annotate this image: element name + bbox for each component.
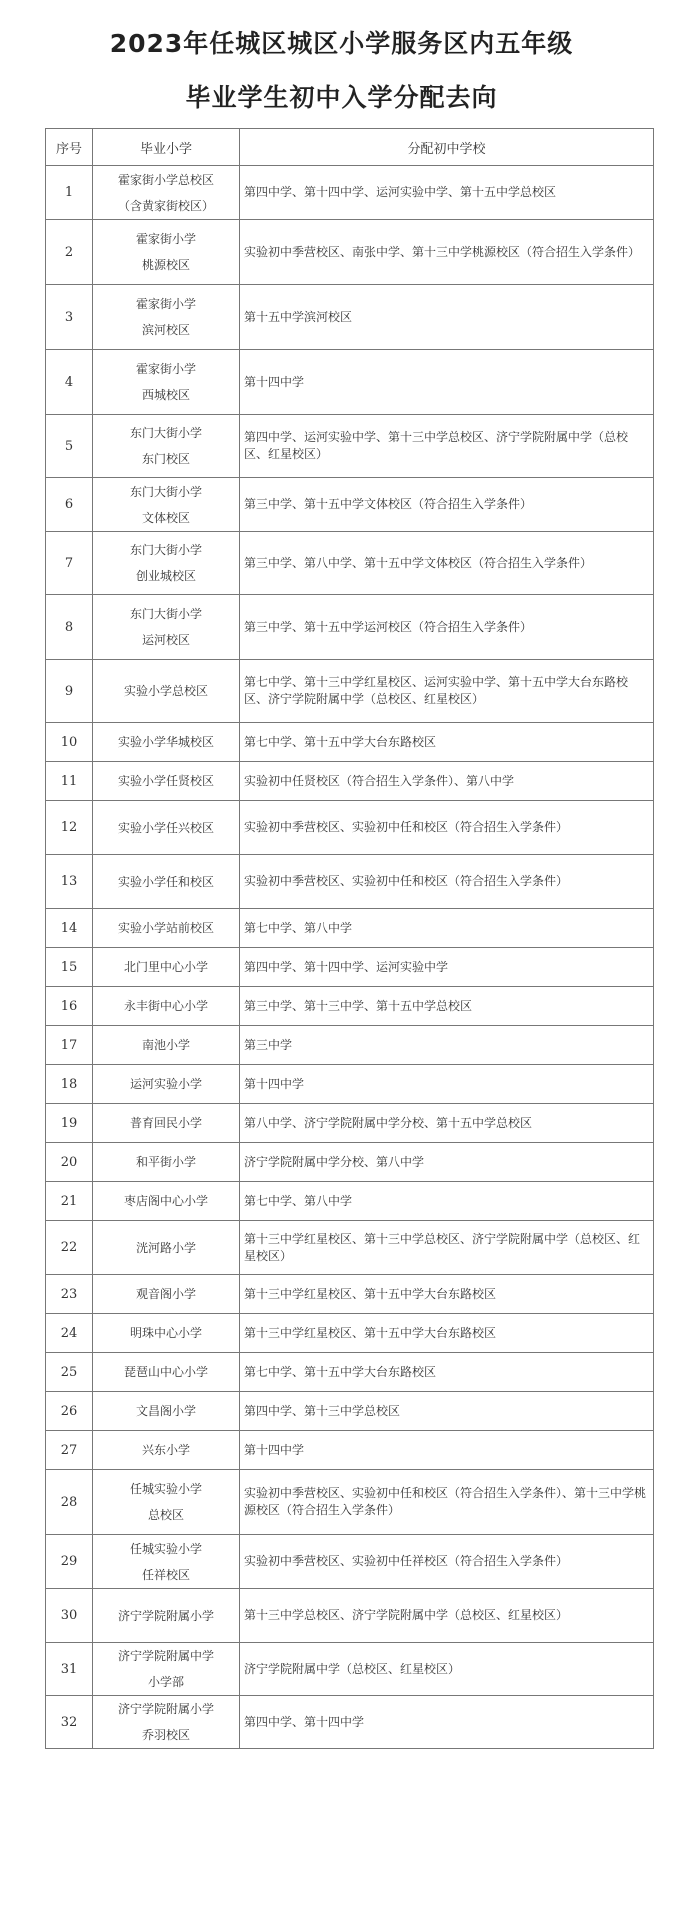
row-number: 10 <box>46 723 93 762</box>
table-row <box>46 1535 654 1589</box>
school-name-line: 文体校区 <box>141 510 190 525</box>
school-name-line: 东门大街小学 <box>129 607 202 621</box>
row-number: 17 <box>46 1026 93 1065</box>
row-number: 13 <box>46 855 93 909</box>
table-row <box>46 532 654 595</box>
table-row <box>46 1470 654 1535</box>
school-name-line: 滨河校区 <box>141 323 190 337</box>
school-name-line: 和平街小学 <box>135 1155 196 1169</box>
school-name-line: 任城实验小学 <box>129 1482 202 1496</box>
row-number: 24 <box>46 1314 93 1353</box>
school-cell <box>93 350 240 415</box>
school-name-line: 南池小学 <box>141 1038 190 1052</box>
allocation-cell: 实验初中任贤校区（符合招生入学条件）、第八中学 <box>240 762 654 801</box>
row-number: 27 <box>46 1431 93 1470</box>
allocation-cell: 第十三中学红星校区、第十五中学大台东路校区 <box>240 1314 654 1353</box>
school-name-line: 霍家街小学 <box>135 232 196 246</box>
row-number: 3 <box>46 285 93 350</box>
school-cell <box>93 1643 240 1696</box>
row-number: 8 <box>46 595 93 660</box>
school-name-line: 任祥校区 <box>141 1567 190 1582</box>
school-name-line: 乔羽校区 <box>141 1728 190 1742</box>
allocation-cell: 实验初中季营校区、南张中学、第十三中学桃源校区（符合招生入学条件） <box>240 220 654 285</box>
school-cell <box>93 1589 240 1643</box>
row-number: 32 <box>46 1696 93 1749</box>
table-row <box>46 909 654 948</box>
row-number: 14 <box>46 909 93 948</box>
school-cell <box>93 1026 240 1065</box>
allocation-cell: 济宁学院附属中学分校、第八中学 <box>240 1143 654 1182</box>
school-name-line: 东门校区 <box>141 452 190 466</box>
school-name-line: 济宁学院附属小学 <box>117 1608 214 1623</box>
table-row <box>46 1026 654 1065</box>
school-cell <box>93 660 240 723</box>
school-name-line: 运河校区 <box>141 633 190 647</box>
school-cell <box>93 478 240 532</box>
school-name-line: 北门里中心小学 <box>123 960 208 974</box>
school-cell <box>93 723 240 762</box>
row-number: 19 <box>46 1104 93 1143</box>
school-cell <box>93 1065 240 1104</box>
allocation-cell: 第七中学、第十五中学大台东路校区 <box>240 723 654 762</box>
table-row <box>46 987 654 1026</box>
allocation-cell: 第十五中学滨河校区 <box>240 285 654 350</box>
row-number: 22 <box>46 1221 93 1275</box>
school-cell <box>93 909 240 948</box>
page-title-line2: 毕业学生初中入学分配去向 <box>185 83 498 112</box>
allocation-cell: 第四中学、第十四中学、运河实验中学 <box>240 948 654 987</box>
school-cell <box>93 1275 240 1314</box>
allocation-cell: 第三中学、第八中学、第十五中学文体校区（符合招生入学条件） <box>240 532 654 595</box>
row-number: 1 <box>46 166 93 220</box>
school-name-line: 实验小学总校区 <box>123 684 208 698</box>
allocation-cell: 第三中学、第十三中学、第十五中学总校区 <box>240 987 654 1026</box>
row-number: 28 <box>46 1470 93 1535</box>
allocation-cell: 第七中学、第八中学 <box>240 1182 654 1221</box>
allocation-cell: 第七中学、第十三中学红星校区、运河实验中学、第十五中学大台东路校区、济宁学院附属中学（总校区、红星校区） <box>240 660 654 723</box>
school-name-line: 永丰街中心小学 <box>123 999 208 1013</box>
school-name-line: 小学部 <box>147 1675 184 1689</box>
school-name-line: 创业城校区 <box>135 569 196 583</box>
table-row <box>46 1392 654 1431</box>
school-cell <box>93 1143 240 1182</box>
school-name-line: 东门大街小学 <box>129 426 202 440</box>
allocation-cell: 实验初中季营校区、实验初中任和校区（符合招生入学条件） <box>240 855 654 909</box>
school-name-line: 霍家街小学 <box>135 297 196 311</box>
allocation-cell: 第十三中学红星校区、第十三中学总校区、济宁学院附属中学（总校区、红星校区） <box>240 1221 654 1275</box>
row-number: 31 <box>46 1643 93 1696</box>
school-name-line: 观音阁小学 <box>135 1287 196 1301</box>
table-row <box>46 220 654 285</box>
table-row <box>46 1353 654 1392</box>
table-row <box>46 1589 654 1643</box>
allocation-cell: 第七中学、第十五中学大台东路校区 <box>240 1353 654 1392</box>
table-row <box>46 595 654 660</box>
table-row <box>46 1431 654 1470</box>
school-cell <box>93 1353 240 1392</box>
school-cell <box>93 1696 240 1749</box>
row-number: 15 <box>46 948 93 987</box>
allocation-cell: 第八中学、济宁学院附属中学分校、第十五中学总校区 <box>240 1104 654 1143</box>
school-name-line: 霍家街小学总校区 <box>117 172 214 187</box>
allocation-cell: 第十四中学 <box>240 1431 654 1470</box>
allocation-cell: 实验初中季营校区、实验初中任和校区（符合招生入学条件） <box>240 801 654 855</box>
allocation-cell: 第十三中学总校区、济宁学院附属中学（总校区、红星校区） <box>240 1589 654 1643</box>
table-row <box>46 285 654 350</box>
school-cell <box>93 948 240 987</box>
school-name-line: 实验小学任兴校区 <box>117 820 214 835</box>
allocation-cell: 第三中学 <box>240 1026 654 1065</box>
school-cell <box>93 855 240 909</box>
school-name-line: 洸河路小学 <box>135 1240 196 1255</box>
school-cell <box>93 1104 240 1143</box>
table-row <box>46 948 654 987</box>
allocation-cell: 实验初中季营校区、实验初中任祥校区（符合招生入学条件） <box>240 1535 654 1589</box>
school-name-line: 文昌阁小学 <box>135 1404 196 1418</box>
allocation-cell: 第四中学、第十三中学总校区 <box>240 1392 654 1431</box>
school-name-line: 任城实验小学 <box>129 1541 202 1556</box>
school-name-line: 普育回民小学 <box>129 1116 202 1130</box>
page-title-line1: 2023年任城区城区小学服务区内五年级 <box>109 29 574 58</box>
school-name-line: 明珠中心小学 <box>129 1326 202 1340</box>
school-name-line: 东门大街小学 <box>129 484 202 499</box>
row-number: 21 <box>46 1182 93 1221</box>
school-name-line: （含黄家街校区） <box>117 198 214 213</box>
table-row <box>46 801 654 855</box>
allocation-cell: 第七中学、第八中学 <box>240 909 654 948</box>
row-number: 30 <box>46 1589 93 1643</box>
header-allocation: 分配初中学校 <box>240 129 654 166</box>
school-name-line: 总校区 <box>147 1508 184 1522</box>
school-name-line: 运河实验小学 <box>129 1077 202 1091</box>
table-row <box>46 478 654 532</box>
row-number: 2 <box>46 220 93 285</box>
table-row <box>46 723 654 762</box>
allocation-cell: 济宁学院附属中学（总校区、红星校区） <box>240 1643 654 1696</box>
table-row <box>46 1104 654 1143</box>
school-name-line: 兴东小学 <box>141 1443 190 1457</box>
school-name-line: 东门大街小学 <box>129 543 202 557</box>
allocation-cell: 第三中学、第十五中学运河校区（符合招生入学条件） <box>240 595 654 660</box>
row-number: 11 <box>46 762 93 801</box>
school-cell <box>93 220 240 285</box>
school-cell <box>93 1392 240 1431</box>
school-cell <box>93 1431 240 1470</box>
table-row <box>46 762 654 801</box>
allocation-cell: 第四中学、第十四中学、运河实验中学、第十五中学总校区 <box>240 166 654 220</box>
row-number: 20 <box>46 1143 93 1182</box>
school-name-line: 霍家街小学 <box>135 362 196 376</box>
row-number: 12 <box>46 801 93 855</box>
school-name-line: 实验小学华城校区 <box>117 735 214 749</box>
school-cell <box>93 1221 240 1275</box>
school-name-line: 实验小学站前校区 <box>117 921 214 935</box>
school-name-line: 琵琶山中心小学 <box>123 1365 208 1379</box>
allocation-cell: 第四中学、第十四中学 <box>240 1696 654 1749</box>
row-number: 16 <box>46 987 93 1026</box>
allocation-cell: 实验初中季营校区、实验初中任和校区（符合招生入学条件）、第十三中学桃源校区（符合招生入学条件） <box>240 1470 654 1535</box>
table-row <box>46 1182 654 1221</box>
school-name-line: 桃源校区 <box>141 258 190 272</box>
school-name-line: 济宁学院附属中学 <box>117 1649 214 1663</box>
row-number: 4 <box>46 350 93 415</box>
school-cell <box>93 285 240 350</box>
table-row <box>46 1143 654 1182</box>
table-header <box>46 129 654 166</box>
school-name-line: 枣店阁中心小学 <box>123 1194 208 1208</box>
school-cell <box>93 762 240 801</box>
table-row <box>46 855 654 909</box>
table-row <box>46 660 654 723</box>
school-name-line: 实验小学任和校区 <box>117 874 214 889</box>
row-number: 23 <box>46 1275 93 1314</box>
table-row <box>46 1696 654 1749</box>
allocation-table <box>45 128 654 1749</box>
row-number: 9 <box>46 660 93 723</box>
row-number: 26 <box>46 1392 93 1431</box>
row-number: 7 <box>46 532 93 595</box>
row-number: 29 <box>46 1535 93 1589</box>
table-row <box>46 1643 654 1696</box>
school-cell <box>93 1314 240 1353</box>
school-name-line: 济宁学院附属小学 <box>117 1702 214 1716</box>
school-cell <box>93 1470 240 1535</box>
table-row <box>46 415 654 478</box>
allocation-cell: 第十三中学红星校区、第十五中学大台东路校区 <box>240 1275 654 1314</box>
table-row <box>46 1221 654 1275</box>
school-cell <box>93 801 240 855</box>
school-cell <box>93 1182 240 1221</box>
row-number: 18 <box>46 1065 93 1104</box>
table-row <box>46 1314 654 1353</box>
row-number: 6 <box>46 478 93 532</box>
allocation-cell: 第十四中学 <box>240 1065 654 1104</box>
school-cell <box>93 532 240 595</box>
row-number: 25 <box>46 1353 93 1392</box>
school-cell <box>93 987 240 1026</box>
table-body <box>46 166 654 1749</box>
table-row <box>46 166 654 220</box>
allocation-cell: 第四中学、运河实验中学、第十三中学总校区、济宁学院附属中学（总校区、红星校区） <box>240 415 654 478</box>
school-cell <box>93 595 240 660</box>
table-row <box>46 350 654 415</box>
school-name-line: 西城校区 <box>141 388 190 402</box>
school-cell <box>93 166 240 220</box>
allocation-cell: 第十四中学 <box>240 350 654 415</box>
allocation-cell: 第三中学、第十五中学文体校区（符合招生入学条件） <box>240 478 654 532</box>
row-number: 5 <box>46 415 93 478</box>
school-name-line: 实验小学任贤校区 <box>117 774 214 788</box>
header-no: 序号 <box>46 129 93 166</box>
school-cell <box>93 415 240 478</box>
school-cell <box>93 1535 240 1589</box>
header-school: 毕业小学 <box>93 129 240 166</box>
table-row <box>46 1275 654 1314</box>
table-row <box>46 1065 654 1104</box>
